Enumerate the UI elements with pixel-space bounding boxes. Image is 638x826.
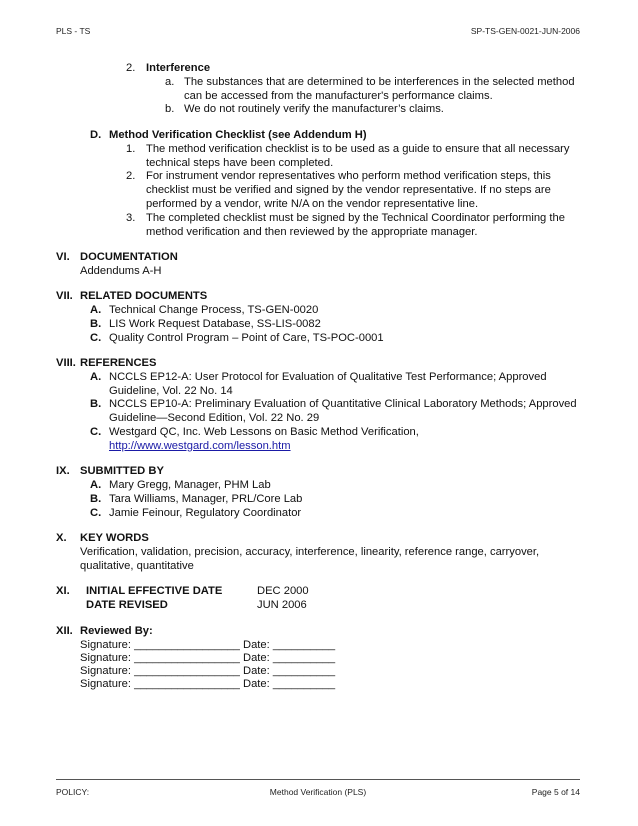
submitter: Mary Gregg, Manager, PHM Lab	[109, 479, 271, 491]
checklist-item-line: The completed checklist must be signed by the Technical Coordinator performing the	[146, 212, 565, 224]
reference-line: NCCLS EP10-A: Preliminary Evaluation of Quantitative Clinical Laboratory Methods; Approved	[109, 398, 577, 410]
section-title: Reviewed By:	[80, 625, 153, 637]
interference-a-line1: The substances that are determined to be interferences in the selected method	[184, 76, 575, 88]
keywords-line: Verification, validation, precision, accuracy, interference, linearity, reference range, carryover,	[80, 546, 540, 558]
item-letter: B.	[90, 493, 102, 505]
date-revised-value: JUN 2006	[257, 599, 307, 611]
header-left: PLS - TS	[56, 26, 91, 36]
item-letter: B.	[90, 318, 102, 330]
initial-effective-date-value: DEC 2000	[257, 585, 309, 597]
item-letter: B.	[90, 398, 102, 410]
checklist-item-line: checklist must be verified and signed by the vendor representative. If no steps are	[146, 184, 551, 196]
footer-right: Page 5 of 14	[531, 787, 580, 797]
section-title: REFERENCES	[80, 357, 157, 369]
section-title: DOCUMENTATION	[80, 251, 178, 263]
checklist-item-line: method verification and then reviewed by the appropriate manager.	[146, 226, 478, 238]
reference-line: NCCLS EP12-A: User Protocol for Evaluation of Qualitative Test Performance; Approved	[109, 371, 547, 383]
keywords-line: qualitative, quantitative	[80, 560, 194, 572]
checklist-item-num: 3.	[126, 212, 136, 224]
reference-line: Westgard QC, Inc. Web Lessons on Basic Method Verification,	[109, 426, 419, 438]
section-title: RELATED DOCUMENTS	[80, 290, 208, 302]
interference-b-label: b.	[165, 103, 175, 115]
signature-line: Signature: _________________ Date: __________	[80, 665, 336, 677]
interference-a-line2: can be accessed from the manufacturer's performance claims.	[184, 90, 493, 102]
section-title: SUBMITTED BY	[80, 465, 164, 477]
checklist-item-line: performed by a vendor, write N/A on the vendor representative line.	[146, 198, 479, 210]
item-letter: C.	[90, 507, 102, 519]
interference-title: Interference	[146, 62, 211, 74]
section-num: VII.	[56, 290, 73, 302]
footer-center: Method Verification (PLS)	[269, 787, 367, 797]
checklist-item-line: For instrument vendor representatives who perform method verification steps, this	[146, 170, 551, 182]
checklist-item-line: The method verification checklist is to be used as a guide to ensure that all necessary	[146, 143, 570, 155]
signature-line: Signature: _________________ Date: __________	[80, 639, 336, 651]
reference-line: Guideline—Second Edition, Vol. 22 No. 29	[109, 412, 320, 424]
item-letter: C.	[90, 426, 102, 438]
section-num: XII.	[56, 625, 73, 637]
related-doc: Quality Control Program – Point of Care, TS-POC-0001	[109, 332, 384, 344]
interference-b-text: We do not routinely verify the manufacturer’s claims.	[184, 103, 444, 115]
submitter: Tara Williams, Manager, PRL/Core Lab	[109, 493, 303, 505]
section-num: XI.	[56, 585, 70, 597]
related-doc: Technical Change Process, TS-GEN-0020	[109, 304, 319, 316]
checklist-item-num: 1.	[126, 143, 136, 155]
checklist-item-num: 2.	[126, 170, 136, 182]
interference-a-label: a.	[165, 76, 175, 88]
item-letter: A.	[90, 304, 102, 316]
page-header	[56, 26, 580, 38]
item-letter: C.	[90, 332, 102, 344]
signature-line: Signature: _________________ Date: __________	[80, 678, 336, 690]
section-title: KEY WORDS	[80, 532, 149, 544]
westgard-link[interactable]: http://www.westgard.com/lesson.htm	[109, 440, 291, 452]
item-letter: A.	[90, 371, 102, 383]
section-num: VI.	[56, 251, 70, 263]
date-revised-label: DATE REVISED	[86, 599, 168, 611]
initial-effective-date-label: INITIAL EFFECTIVE DATE	[86, 585, 223, 597]
section-num: X.	[56, 532, 67, 544]
checklist-title: Method Verification Checklist (see Addendum H)	[109, 129, 367, 141]
interference-num: 2.	[126, 62, 136, 74]
section-num: VIII.	[56, 357, 76, 369]
section-body: Addendums A-H	[80, 265, 162, 277]
section-num: IX.	[56, 465, 70, 477]
signature-line: Signature: _________________ Date: __________	[80, 652, 336, 664]
submitter: Jamie Feinour, Regulatory Coordinator	[109, 507, 302, 519]
reference-line: Guideline, Vol. 22 No. 14	[109, 385, 233, 397]
item-letter: A.	[90, 479, 102, 491]
checklist-item-line: technical steps have been completed.	[146, 157, 334, 169]
header-right: SP-TS-GEN-0021-JUN-2006	[470, 26, 580, 36]
page-footer	[56, 779, 580, 801]
footer-left: POLICY:	[56, 787, 90, 797]
related-doc: LIS Work Request Database, SS-LIS-0082	[109, 318, 321, 330]
checklist-label: D.	[90, 129, 102, 141]
